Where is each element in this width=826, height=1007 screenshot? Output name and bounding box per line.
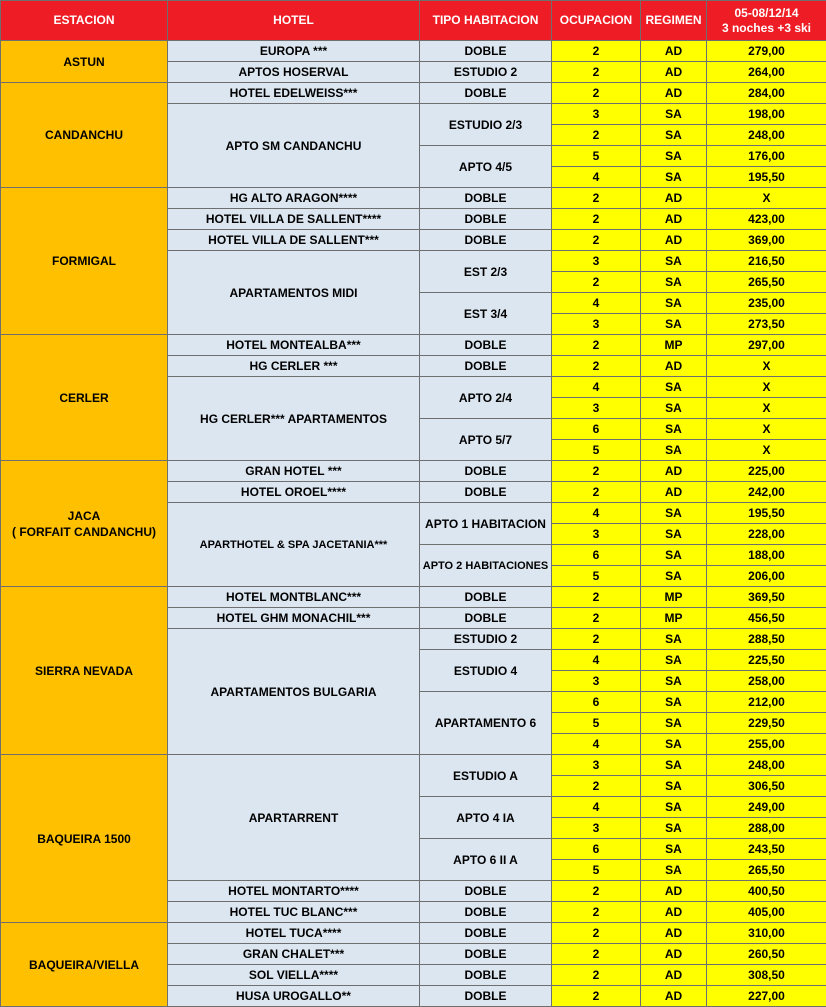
price-cell: 258,00 (707, 671, 826, 692)
header-tipo-habitacion: TIPO HABITACION (420, 1, 552, 41)
price-cell: 198,00 (707, 104, 826, 125)
room-type-cell: DOBLE (420, 902, 552, 923)
regimen-cell: AD (641, 944, 707, 965)
room-type-cell: APTO 4 IA (420, 797, 552, 839)
price-cell: 310,00 (707, 923, 826, 944)
price-cell: 225,50 (707, 650, 826, 671)
price-cell: 248,00 (707, 755, 826, 776)
header-regimen: REGIMEN (641, 1, 707, 41)
room-type-cell: DOBLE (420, 188, 552, 209)
occupancy-cell: 2 (552, 608, 641, 629)
room-type-cell: DOBLE (420, 986, 552, 1007)
occupancy-cell: 2 (552, 125, 641, 146)
station-cell (1, 335, 168, 461)
price-cell: 243,50 (707, 839, 826, 860)
station-name-line: SIERRA NEVADA (1, 663, 167, 679)
occupancy-cell: 2 (552, 230, 641, 251)
regimen-cell: SA (641, 293, 707, 314)
station-name-line: CERLER (1, 390, 167, 406)
occupancy-cell: 2 (552, 272, 641, 293)
hotel-cell: HUSA UROGALLO** (168, 986, 420, 1007)
station-cell (1, 587, 168, 755)
regimen-cell: SA (641, 650, 707, 671)
price-cell: 265,50 (707, 860, 826, 881)
price-cell: 176,00 (707, 146, 826, 167)
price-cell: 297,00 (707, 335, 826, 356)
occupancy-cell: 3 (552, 818, 641, 839)
regimen-cell: AD (641, 188, 707, 209)
header-price-dates-line2: 3 noches +3 ski (707, 21, 826, 36)
price-cell: 288,00 (707, 818, 826, 839)
regimen-cell: AD (641, 209, 707, 230)
room-type-cell: DOBLE (420, 461, 552, 482)
hotel-cell: HOTEL OROEL**** (168, 482, 420, 503)
hotel-cell: APTO SM CANDANCHU (168, 104, 420, 188)
hotel-cell: HOTEL TUCA**** (168, 923, 420, 944)
regimen-cell: AD (641, 965, 707, 986)
regimen-cell: SA (641, 839, 707, 860)
occupancy-cell: 2 (552, 335, 641, 356)
occupancy-cell: 2 (552, 923, 641, 944)
room-type-cell: DOBLE (420, 587, 552, 608)
hotel-cell: HG ALTO ARAGON**** (168, 188, 420, 209)
room-type-cell: DOBLE (420, 335, 552, 356)
regimen-cell: AD (641, 986, 707, 1007)
regimen-cell: SA (641, 167, 707, 188)
hotel-cell: GRAN HOTEL *** (168, 461, 420, 482)
price-cell: 423,00 (707, 209, 826, 230)
room-type-cell: ESTUDIO 4 (420, 650, 552, 692)
price-cell: 212,00 (707, 692, 826, 713)
room-type-cell: APARTAMENTO 6 (420, 692, 552, 755)
station-cell (1, 41, 168, 83)
occupancy-cell: 2 (552, 62, 641, 83)
occupancy-cell: 2 (552, 461, 641, 482)
price-cell: X (707, 356, 826, 377)
station-name-line: CANDANCHU (1, 127, 167, 143)
price-cell: 306,50 (707, 776, 826, 797)
room-type-cell: DOBLE (420, 923, 552, 944)
regimen-cell: SA (641, 713, 707, 734)
hotel-cell: APARTHOTEL & SPA JACETANIA*** (168, 503, 420, 587)
hotel-cell: APARTAMENTOS MIDI (168, 251, 420, 335)
table-row (1, 587, 826, 608)
occupancy-cell: 6 (552, 839, 641, 860)
station-name-line: BAQUEIRA/VIELLA (1, 957, 167, 973)
price-cell: 260,50 (707, 944, 826, 965)
regimen-cell: SA (641, 776, 707, 797)
price-cell: 195,50 (707, 167, 826, 188)
table-row (1, 188, 826, 209)
header-ocupacion: OCUPACION (552, 1, 641, 41)
occupancy-cell: 4 (552, 503, 641, 524)
occupancy-cell: 5 (552, 440, 641, 461)
regimen-cell: SA (641, 251, 707, 272)
price-cell: 400,50 (707, 881, 826, 902)
occupancy-cell: 5 (552, 713, 641, 734)
occupancy-cell: 2 (552, 83, 641, 104)
room-type-cell: ESTUDIO A (420, 755, 552, 797)
table-row (1, 83, 826, 104)
occupancy-cell: 2 (552, 944, 641, 965)
regimen-cell: SA (641, 818, 707, 839)
regimen-cell: SA (641, 734, 707, 755)
occupancy-cell: 6 (552, 419, 641, 440)
occupancy-cell: 2 (552, 482, 641, 503)
regimen-cell: AD (641, 356, 707, 377)
price-cell: 405,00 (707, 902, 826, 923)
price-cell: 195,50 (707, 503, 826, 524)
price-cell: 369,00 (707, 230, 826, 251)
price-cell: 288,50 (707, 629, 826, 650)
occupancy-cell: 3 (552, 251, 641, 272)
room-type-cell: EST 2/3 (420, 251, 552, 293)
hotel-cell: EUROPA *** (168, 41, 420, 62)
regimen-cell: SA (641, 272, 707, 293)
station-cell (1, 83, 168, 188)
room-type-cell: EST 3/4 (420, 293, 552, 335)
hotel-cell: HOTEL VILLA DE SALLENT*** (168, 230, 420, 251)
hotel-cell: APARTARRENT (168, 755, 420, 881)
price-cell: 206,00 (707, 566, 826, 587)
price-cell: 279,00 (707, 41, 826, 62)
regimen-cell: SA (641, 125, 707, 146)
regimen-cell: SA (641, 314, 707, 335)
price-cell: 249,00 (707, 797, 826, 818)
room-type-cell: DOBLE (420, 608, 552, 629)
regimen-cell: AD (641, 83, 707, 104)
regimen-cell: AD (641, 62, 707, 83)
price-cell: 225,00 (707, 461, 826, 482)
price-cell: 273,50 (707, 314, 826, 335)
price-cell: 255,00 (707, 734, 826, 755)
occupancy-cell: 6 (552, 692, 641, 713)
occupancy-cell: 4 (552, 734, 641, 755)
table-row (1, 41, 826, 62)
regimen-cell: SA (641, 566, 707, 587)
occupancy-cell: 3 (552, 314, 641, 335)
room-type-cell: DOBLE (420, 881, 552, 902)
regimen-cell: SA (641, 419, 707, 440)
price-cell: 248,00 (707, 125, 826, 146)
room-type-cell: DOBLE (420, 209, 552, 230)
table-body (1, 41, 826, 1007)
occupancy-cell: 2 (552, 629, 641, 650)
occupancy-cell: 3 (552, 671, 641, 692)
regimen-cell: AD (641, 482, 707, 503)
occupancy-cell: 3 (552, 104, 641, 125)
room-type-cell: DOBLE (420, 944, 552, 965)
price-cell: 235,00 (707, 293, 826, 314)
price-cell: X (707, 419, 826, 440)
occupancy-cell: 2 (552, 881, 641, 902)
hotel-cell: HOTEL TUC BLANC*** (168, 902, 420, 923)
room-type-cell: DOBLE (420, 230, 552, 251)
hotel-cell: HOTEL MONTARTO**** (168, 881, 420, 902)
hotel-cell: SOL VIELLA**** (168, 965, 420, 986)
station-cell (1, 188, 168, 335)
price-cell: 308,50 (707, 965, 826, 986)
hotel-cell: APTOS HOSERVAL (168, 62, 420, 83)
regimen-cell: MP (641, 335, 707, 356)
price-cell: 264,00 (707, 62, 826, 83)
station-cell (1, 461, 168, 587)
station-name-line: BAQUEIRA 1500 (1, 831, 167, 847)
regimen-cell: SA (641, 503, 707, 524)
hotel-cell: HOTEL EDELWEISS*** (168, 83, 420, 104)
room-type-cell: APTO 1 HABITACION (420, 503, 552, 545)
header-price-dates (707, 1, 826, 41)
occupancy-cell: 6 (552, 545, 641, 566)
regimen-cell: AD (641, 461, 707, 482)
regimen-cell: AD (641, 923, 707, 944)
occupancy-cell: 2 (552, 986, 641, 1007)
price-cell: 188,00 (707, 545, 826, 566)
price-cell: 242,00 (707, 482, 826, 503)
room-type-cell: ESTUDIO 2 (420, 629, 552, 650)
regimen-cell: AD (641, 230, 707, 251)
hotel-cell: GRAN CHALET*** (168, 944, 420, 965)
room-type-cell: APTO 2/4 (420, 377, 552, 419)
regimen-cell: SA (641, 545, 707, 566)
room-type-cell: APTO 2 HABITACIONES (420, 545, 552, 587)
station-name-line: ASTUN (1, 54, 167, 70)
occupancy-cell: 2 (552, 902, 641, 923)
price-cell: X (707, 398, 826, 419)
regimen-cell: MP (641, 608, 707, 629)
occupancy-cell: 2 (552, 776, 641, 797)
room-type-cell: ESTUDIO 2 (420, 62, 552, 83)
hotel-cell: HOTEL MONTBLANC*** (168, 587, 420, 608)
room-type-cell: ESTUDIO 2/3 (420, 104, 552, 146)
occupancy-cell: 2 (552, 587, 641, 608)
occupancy-cell: 4 (552, 650, 641, 671)
price-cell: 228,00 (707, 524, 826, 545)
regimen-cell: SA (641, 629, 707, 650)
occupancy-cell: 2 (552, 209, 641, 230)
table-row (1, 923, 826, 944)
occupancy-cell: 2 (552, 965, 641, 986)
price-cell: 456,50 (707, 608, 826, 629)
regimen-cell: SA (641, 104, 707, 125)
price-cell: 227,00 (707, 986, 826, 1007)
room-type-cell: DOBLE (420, 482, 552, 503)
station-name-line: FORMIGAL (1, 253, 167, 269)
price-cell: X (707, 440, 826, 461)
regimen-cell: SA (641, 524, 707, 545)
room-type-cell: DOBLE (420, 965, 552, 986)
room-type-cell: APTO 5/7 (420, 419, 552, 461)
regimen-cell: SA (641, 146, 707, 167)
regimen-cell: SA (641, 797, 707, 818)
room-type-cell: DOBLE (420, 356, 552, 377)
table-row (1, 755, 826, 776)
price-cell: X (707, 188, 826, 209)
table-row (1, 461, 826, 482)
header-estacion: ESTACION (1, 1, 168, 41)
occupancy-cell: 2 (552, 188, 641, 209)
regimen-cell: SA (641, 671, 707, 692)
occupancy-cell: 5 (552, 860, 641, 881)
room-type-cell: DOBLE (420, 41, 552, 62)
hotel-cell: HOTEL VILLA DE SALLENT**** (168, 209, 420, 230)
header-price-dates-line1: 05-08/12/14 (707, 6, 826, 21)
station-cell (1, 923, 168, 1007)
hotel-cell: HOTEL MONTEALBA*** (168, 335, 420, 356)
room-type-cell: DOBLE (420, 83, 552, 104)
occupancy-cell: 3 (552, 398, 641, 419)
room-type-cell: APTO 6 II A (420, 839, 552, 881)
table-row (1, 335, 826, 356)
occupancy-cell: 5 (552, 146, 641, 167)
regimen-cell: SA (641, 377, 707, 398)
regimen-cell: SA (641, 755, 707, 776)
regimen-cell: AD (641, 881, 707, 902)
price-cell: 284,00 (707, 83, 826, 104)
occupancy-cell: 2 (552, 356, 641, 377)
header-hotel: HOTEL (168, 1, 420, 41)
regimen-cell: SA (641, 398, 707, 419)
occupancy-cell: 4 (552, 797, 641, 818)
station-name-line: JACA (1, 508, 167, 524)
occupancy-cell: 4 (552, 167, 641, 188)
hotel-cell: HG CERLER*** APARTAMENTOS (168, 377, 420, 461)
occupancy-cell: 2 (552, 41, 641, 62)
price-cell: 265,50 (707, 272, 826, 293)
hotel-cell: APARTAMENTOS BULGARIA (168, 629, 420, 755)
regimen-cell: MP (641, 587, 707, 608)
station-name-line: ( FORFAIT CANDANCHU) (1, 524, 167, 540)
occupancy-cell: 4 (552, 377, 641, 398)
price-cell: 229,50 (707, 713, 826, 734)
price-cell: X (707, 377, 826, 398)
occupancy-cell: 3 (552, 755, 641, 776)
header-row (1, 1, 826, 41)
room-type-cell: APTO 4/5 (420, 146, 552, 188)
hotel-cell: HOTEL GHM MONACHIL*** (168, 608, 420, 629)
occupancy-cell: 3 (552, 524, 641, 545)
regimen-cell: AD (641, 41, 707, 62)
regimen-cell: SA (641, 692, 707, 713)
occupancy-cell: 4 (552, 293, 641, 314)
price-cell: 369,50 (707, 587, 826, 608)
regimen-cell: SA (641, 440, 707, 461)
hotel-cell: HG CERLER *** (168, 356, 420, 377)
occupancy-cell: 5 (552, 566, 641, 587)
regimen-cell: SA (641, 860, 707, 881)
price-cell: 216,50 (707, 251, 826, 272)
station-cell (1, 755, 168, 923)
regimen-cell: AD (641, 902, 707, 923)
